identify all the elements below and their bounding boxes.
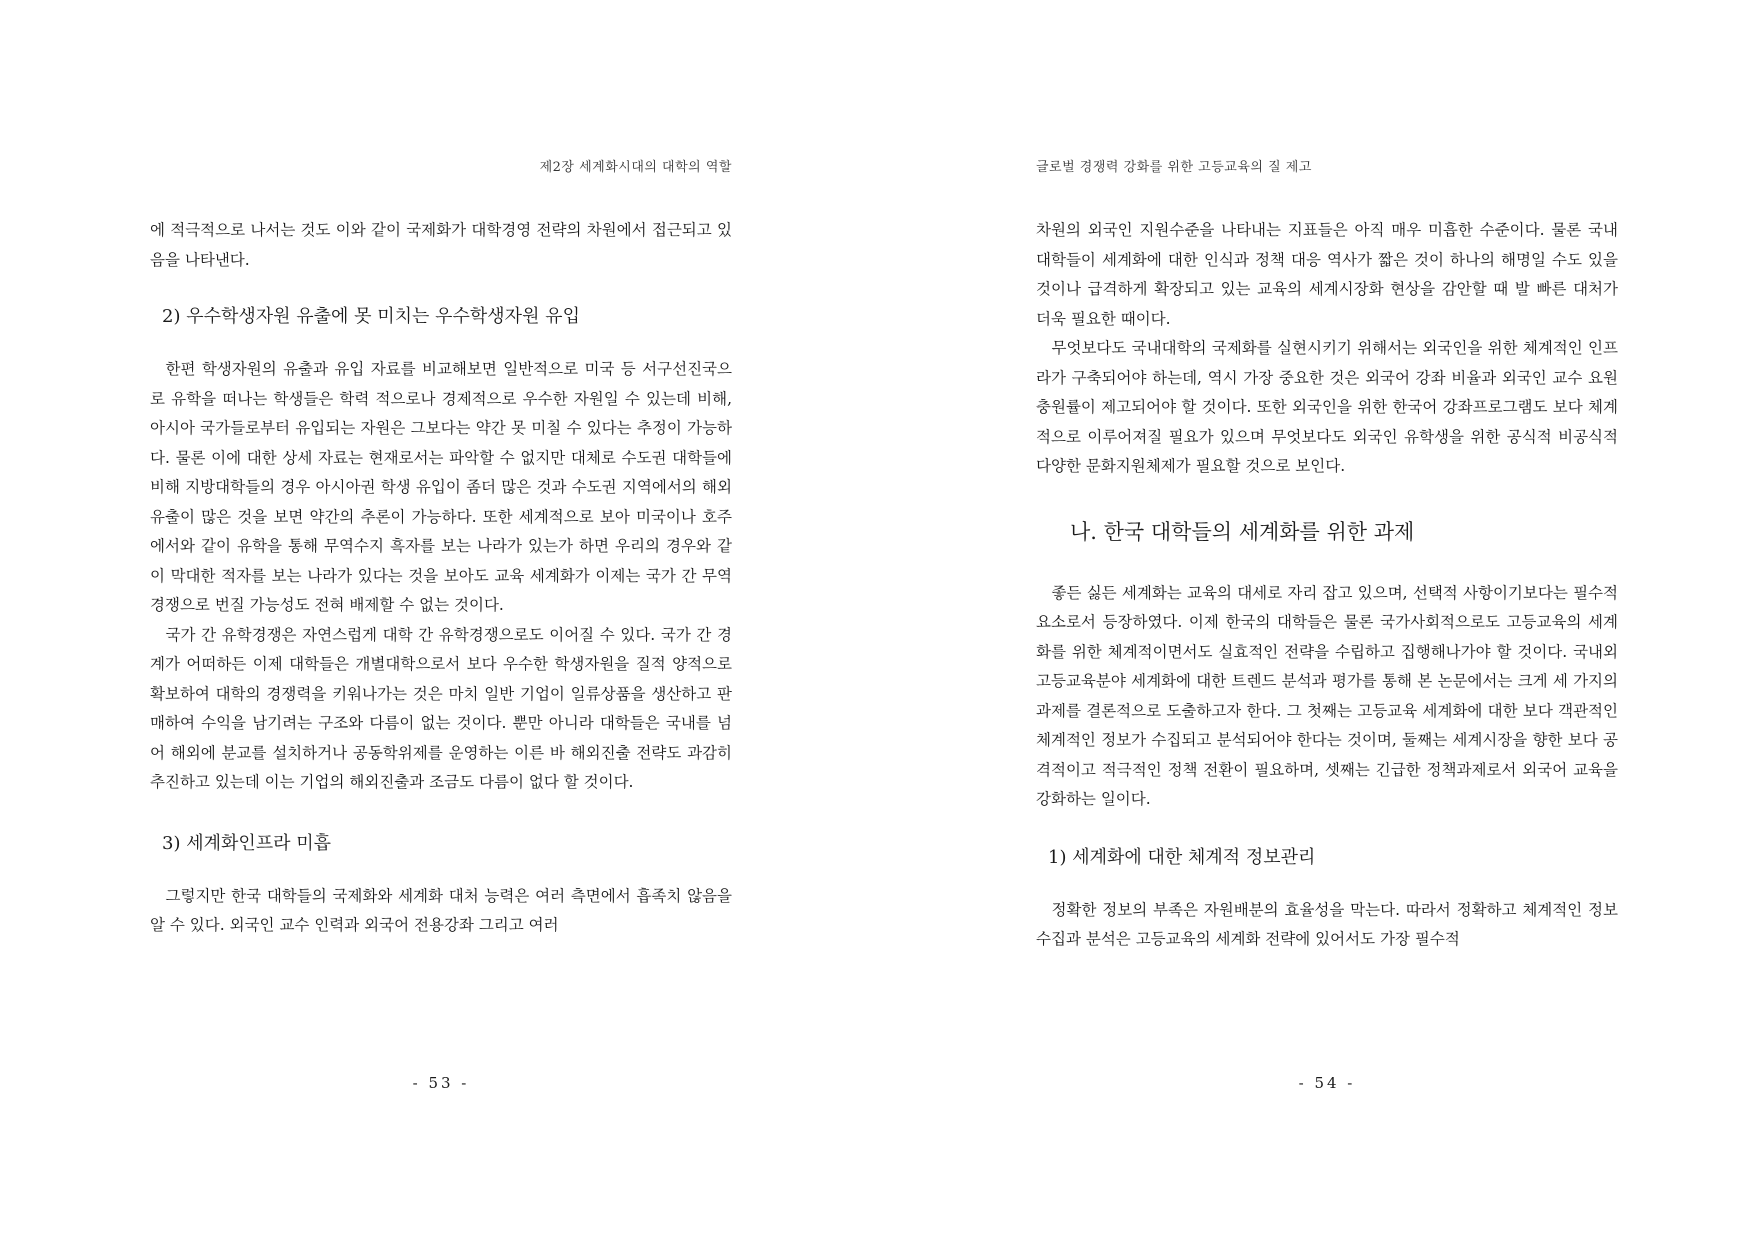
page-number: - 54 -: [1298, 1074, 1356, 1092]
running-header: 글로벌 경쟁력 강화를 위한 고등교육의 질 제고: [1036, 160, 1312, 175]
paragraph: 국가 간 유학경쟁은 자연스럽게 대학 간 유학경쟁으로도 이어질 수 있다. 국가 간 경계가 어떠하든 이제 대학들은 개별대학으로서 보다 우수한 학생자원을 질적 양적으로 확보하여 대학의 경쟁력을 키워나가는 것은 마치 일반 기업이 일류상품을 생산하고 판매하여 수익을 남기려는 구조와 다름이 없는 것이다. 뿐만 아니라 대학들은 국내를 넘어 해외에 분교를 설치하거나 공동학위제를 운영하는 이른 바 해외진출 전략도 과감히 추진하고 있는데 이는 기업의 해외진출과 조금도 다름이 없다 할 것이다.: [150, 625, 732, 791]
paragraph: 좋든 싫든 세계화는 교육의 대세로 자리 잡고 있으며, 선택적 사항이기보다는 필수적 요소로서 등장하였다. 이제 한국의 대학들은 물론 국가사회적으로도 고등교육의 세계화를 위한 체계적이면서도 실효적인 전략을 수립하고 집행해나가야 할 것이다. 국내외 고등교육분야 세계화에 대한 트렌드 분석과 평가를 통해 본 논문에서는 크게 세 가지의 과제를 결론적으로 도출하고자 한다. 그 첫째는 고등교육 세계화에 대한 보다 객관적인 체계적인 정보가 수집되고 분석되어야 한다는 것이며, 둘째는 세계시장을 향한 보다 공격적이고 적극적인 정책 전환이 필요하며, 셋째는 긴급한 정책과제로서 외국어 교육을 강화하는 일이다.: [1036, 583, 1618, 808]
subheading: 1) 세계화에 대한 체계적 정보관리: [1048, 846, 1316, 868]
left-page: [150, 0, 732, 1240]
section-heading: 나. 한국 대학들의 세계화를 위한 과제: [1070, 519, 1415, 544]
subheading: 2) 우수학생자원 유출에 못 미치는 우수학생자원 유입: [162, 306, 580, 327]
paragraph: 한편 학생자원의 유출과 유입 자료를 비교해보면 일반적으로 미국 등 서구선진국으로 유학을 떠나는 학생들은 학력 적으로나 경제적으로 우수한 자원일 수 있는데 비해, 아시아 국가들로부터 유입되는 자원은 그보다는 약간 못 미칠 수 있다는 추정이 가능하다. 물론 이에 대한 상세 자료는 현재로서는 파악할 수 없지만 대체로 수도권 대학들에 비해 지방대학들의 경우 아시아권 학생 유입이 좀더 많은 것과 수도권 지역에서의 해외유출이 많은 것을 보면 약간의 추론이 가능하다. 또한 세계적으로 보아 미국이나 호주에서와 같이 유학을 통해 무역수지 흑자를 보는 나라가 있는가 하면 우리의 경우와 같이 막대한 적자를 보는 나라가 있다는 것을 보아도 교육 세계화가 이제는 국가 간 무역 경쟁으로 번질 가능성도 전혀 배제할 수 없는 것이다.: [150, 360, 732, 614]
paragraph: 정확한 정보의 부족은 자원배분의 효율성을 막는다. 따라서 정확하고 체계적인 정보수집과 분석은 고등교육의 세계화 전략에 있어서도 가장 필수적: [1036, 900, 1618, 948]
right-page: [1036, 0, 1618, 1240]
paragraph: 무엇보다도 국내대학의 국제화를 실현시키기 위해서는 외국인을 위한 체계적인 인프라가 구축되어야 하는데, 역시 가장 중요한 것은 외국어 강좌 비율과 외국인 교수 요원 충원률이 제고되어야 할 것이다. 또한 외국인을 위한 한국어 강좌프로그램도 보다 체계적으로 이루어져질 필요가 있으며 무엇보다도 외국인 유학생을 위한 공식적 비공식적 다양한 문화지원체제가 필요할 것으로 보인다.: [1036, 339, 1618, 475]
page-number: - 53 -: [412, 1074, 470, 1092]
paragraph: 그렇지만 한국 대학들의 국제화와 세계화 대처 능력은 여러 측면에서 흡족치 않음을 알 수 있다. 외국인 교수 인력과 외국어 전용강좌 그리고 여러: [150, 886, 732, 934]
running-header: 제2장 세계화시대의 대학의 역할: [539, 160, 732, 175]
subheading: 3) 세계화인프라 미흡: [162, 832, 332, 854]
paragraph: 차원의 외국인 지원수준을 나타내는 지표들은 아직 매우 미흡한 수준이다. 물론 국내 대학들이 세계화에 대한 인식과 정책 대응 역사가 짧은 것이 하나의 해명일 수도 있을 것이나 급격하게 확장되고 있는 교육의 세계시장화 현상을 감안할 때 발 빠른 대처가 더욱 필요한 때이다.: [1036, 221, 1618, 328]
paragraph: 에 적극적으로 나서는 것도 이와 같이 국제화가 대학경영 전략의 차원에서 접근되고 있음을 나타낸다.: [150, 221, 732, 269]
page-body: [1036, 216, 1618, 955]
page-body: [150, 216, 732, 941]
